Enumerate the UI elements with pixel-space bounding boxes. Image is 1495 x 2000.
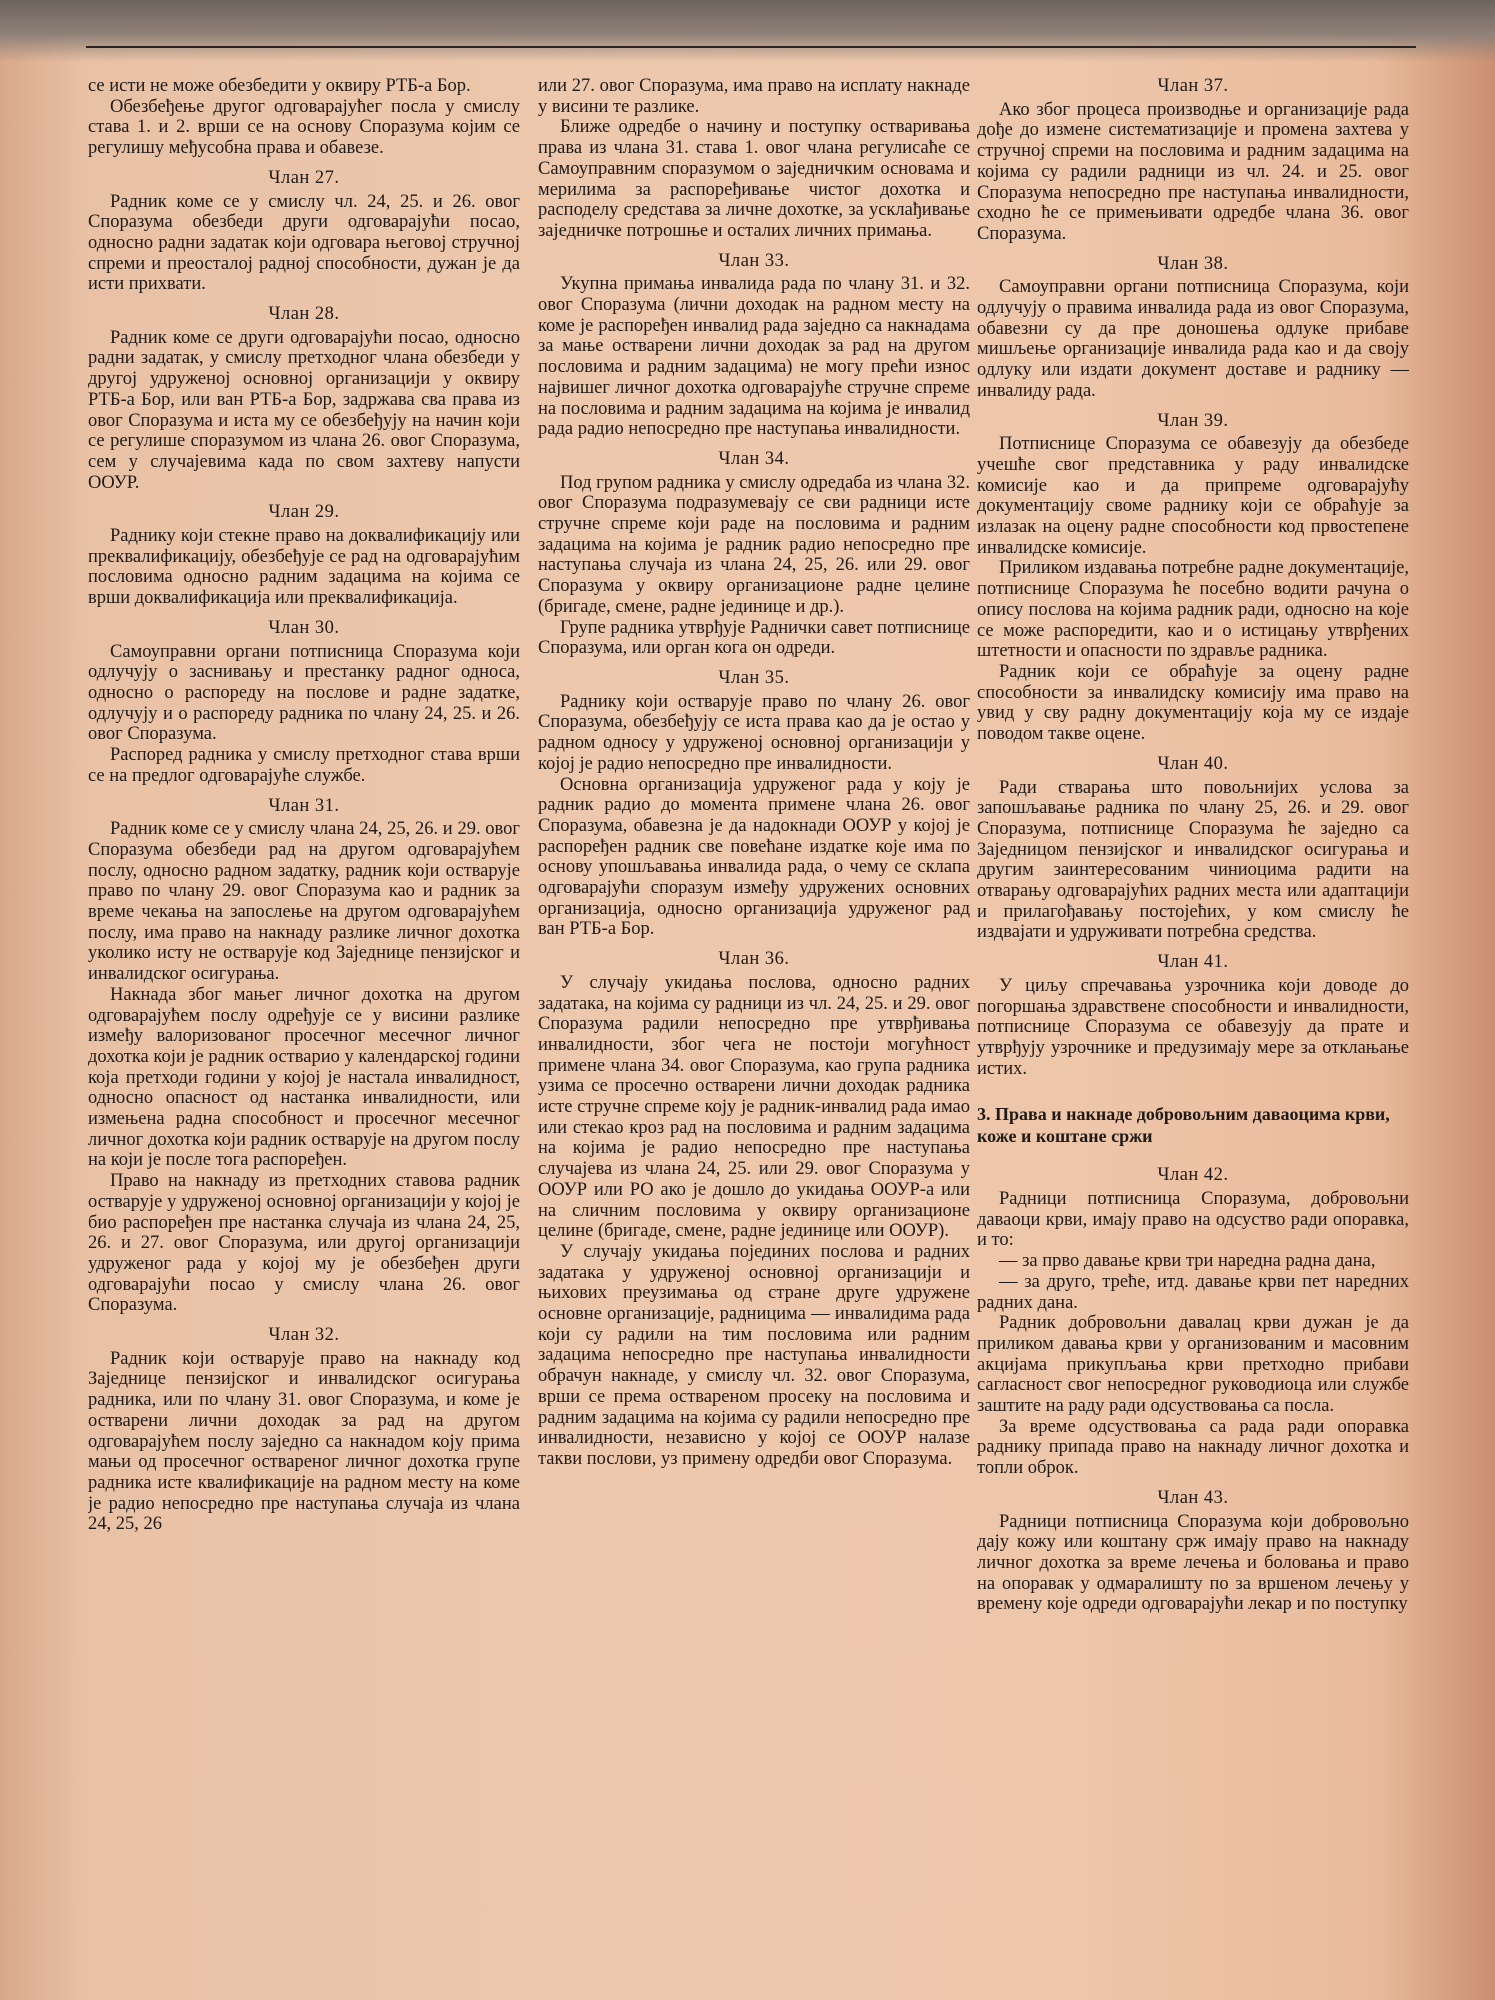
- paragraph: У случају укидања послова, односно радних задатака, на којима су радници из чл. 24, 25. и 29. овог Споразума радили непосредно пре утврђивања инвалидности, због чега не постоји могућност примене члана 34. овог Споразума, као група радника узима се просечно остварени лични доходак радника исте стручне спреме коју је радник-инвалид рада имао или стекао кроз рад на пословима и радним задацима на којима је радио непосредно пре наступања случајева из члана 24, 25. или 29. овог Споразума у ООУР или РО ако је дошло до укидања ООУР-а или на сличним пословима у оквиру организационе целине (бригаде, смене, радне јединице или ООУР).: [538, 972, 970, 1242]
- article-heading: Члан 39.: [1157, 410, 1229, 431]
- paragraph: Радник коме се други одговарајући посао, односно радни задатак, у смислу претходног члана обезбеди у другој удруженој основној организацији у оквиру РТБ-а Бор, или ван РТБ-а Бор, задржава сва права из овог Споразума и иста му се обезбеђују на начин који се регулише споразумом из члана 26. овог Споразума, сем у случајевима када по свом захтеву напусти ООУР.: [88, 327, 520, 493]
- text-column-1: [88, 76, 520, 1916]
- paragraph: се исти не може обезбедити у оквиру РТБ-а Бор.: [88, 76, 471, 96]
- paragraph: или 27. овог Споразума, има право на исплату накнаде у висини те разлике.: [538, 76, 970, 117]
- article-heading: Члан 42.: [1157, 1165, 1229, 1186]
- section-heading: 3. Права и накнаде добровољним даваоцима крви, коже и коштане сржи: [977, 1104, 1390, 1147]
- paragraph: Обезбеђење другог одговарајућег посла у смислу става 1. и 2. врши се на основу Споразума којим се регулишу међусобна права и обавезе.: [88, 96, 520, 159]
- article-heading: Члан 38.: [1157, 253, 1229, 274]
- paragraph: Под групом радника у смислу одредаба из члана 32. овог Споразума подразумевају се сви радници исте стручне спреме који раде на пословима и радним задацима на којима је радник радио непосредно пре наступања случаја из члана 24, 25, 26. или 29. овог Споразума у оквиру организационе радне целине (бригаде, смене, радне јединице и др.).: [538, 472, 970, 617]
- article-heading: Члан 28.: [268, 304, 340, 325]
- article-heading: Члан 27.: [268, 167, 340, 188]
- article-heading: Члан 30.: [268, 617, 340, 638]
- paragraph: Приликом издавања потребне радне документације, потписнице Споразума ће посебно водити рачуна о опису послова на којима радник ради, односно на које се може распоредити, као и о истицању утврђених штетности и опасности по здравље радника.: [977, 558, 1409, 662]
- paragraph: Радник коме се у смислу чл. 24, 25. и 26. овог Споразума обезбеди други одговарајући посао, односно радни задатак који одговара његовој стручној спреми и преосталој радној способности, дужан је да исти прихвати.: [88, 191, 520, 295]
- paragraph: Групе радника утврђује Раднички савет потписнице Споразума, или орган кога он одреди.: [538, 617, 970, 659]
- paragraph: Ради стварања што повољнијих услова за запошљавање радника по члану 25, 26. и 29. овог Споразума, потписнице Споразума ће заједно са Заједницом пензијског и инвалидског осигурања и другим заинтересованим чиниоцима радити на отварању одговарајућих радних места или адаптацији и прилагођавању постојећих, у ком смислу ће издвајати и удруживати потребна средства.: [977, 777, 1409, 943]
- paragraph: Самоуправни органи потписница Споразума, који одлучују о правима инвалида рада из овог Споразума, обавезни су да пре доношења одлуке прибаве мишљење организације инвалида рада као и да своју одлуку или издати документ доставе и раднику — инвалиду рада.: [977, 277, 1409, 401]
- paragraph: Укупна примања инвалида рада по члану 31. и 32. овог Споразума (лични доходак на радном месту на коме је распоређен инвалид рада заједно са накнадама за мање остварени лични доходак за рад на другом пословима и радним задацима) не могу прећи износ највишег личног дохотка одговарајуће стручне спреме на пословима и радним задацима на којима је инвалид рада радио непосредно пре наступања инвалидности.: [538, 274, 970, 440]
- paragraph: Раднику који стекне право на доквалификацију или преквалификацију, обезбеђује се рад на одговарајућим пословима односно радним задацима на којима се врши доквалификација или преквалификација.: [88, 526, 520, 609]
- paragraph: Самоуправни органи потписница Споразума који одлучују о заснивању и престанку радног односа, односно о распореду на послове и радне задатке, одлучују и о распореду радника по члану 24, 25. и 26. овог Споразума.: [88, 641, 520, 745]
- paragraph: Распоред радника у смислу претходног става врши се на предлог одговарајуће службе.: [88, 745, 520, 786]
- article-heading: Члан 36.: [718, 949, 790, 970]
- paragraph: Радник који остварује право на накнаду код Заједнице пензијског и инвалидског осигурања радника, или по члану 31. овог Споразума, и коме је остварени лични доходак за рад на другом одговарајућем послу заједно са накнадом коју прима мањи од просечног оствареног личног дохотка групе радника исте квалификације на радном месту на коме је радио непосредно пре наступања случаја из члана 24, 25, 26: [88, 1348, 520, 1535]
- article-heading: Члан 32.: [268, 1325, 340, 1346]
- article-heading: Члан 37.: [1157, 76, 1229, 96]
- article-heading: Члан 41.: [1157, 952, 1229, 973]
- paragraph: Радници потписница Споразума, добровољни даваоци крви, имају право на одсуство ради опоравка, и то:: [977, 1189, 1409, 1251]
- paragraph: — за прво давање крви три наредна радна дана,: [999, 1251, 1376, 1272]
- paragraph: — за друго, треће, итд. давање крви пет наредних радних дана.: [977, 1271, 1409, 1313]
- paragraph: Потписнице Споразума се обавезују да обезбеде учешће свог представника у раду инвалидске комисије као и да припреме одговарајућу документацију своме раднику који се обраћује за излазак на оцену радне способности код првостепене инвалидске комисије.: [977, 434, 1409, 558]
- paragraph: Ближе одредбе о начину и поступку остваривања права из члана 31. става 1. овог члана регулисаће се Самоуправним споразумом о заједничким основама и мерилима за распоређивање чистог дохотка и расподелу средстава за личне дохотке, за усклађивање заједничке потрошње и осталих личних примања.: [538, 117, 970, 241]
- paragraph: У циљу спречавања узрочника који доводе до погоршања здравствене способности и инвалидности, потписнице Споразума се обавезују да прате и утврђују узрочнике и предузимају мере за отклањање истих.: [977, 975, 1409, 1079]
- article-heading: Члан 35.: [718, 667, 790, 688]
- paragraph: Радници потписница Споразума који добровољно дају кожу или коштану срж имају право на накнаду личног дохотка за време лечења и боловања и право на опоравак у одмаралишту по за вршеном лечењу у времену које одреди одговарајући лекар и по поступку: [977, 1511, 1409, 1615]
- paragraph: Основна организација удруженог рада у коју је радник радио до момента примене члана 26. овог Споразума, обавезна је да надокнади ООУР у којој је распоређен радник све повећане издатке које има по основу упошљавања инвалида рада, о чему се склапа одговарајући споразум између удружених основних организација, односно организација удруженог рад ван РТБ-а Бор.: [538, 774, 970, 940]
- paragraph: Ако због процеса производње и организације рада дође до измене систематизације и промена захтева у стручној спреми на пословима и радним задацима на којима су радили радници из чл. 24. и 25. овог Споразума непосредно пре наступања инвалидности, сходно ће се примењивати одредбе члана 36. овог Споразума.: [977, 99, 1409, 244]
- article-heading: Члан 33.: [718, 250, 790, 271]
- page-top-shadow: [0, 0, 1495, 62]
- text-column-3: [977, 76, 1409, 1916]
- header-rule: [86, 46, 1416, 48]
- paragraph: Радник који се обраћује за оцену радне способности за инвалидску комисију има право на увид у сву радну документацију која му се издаје поводом такве оцене.: [977, 661, 1409, 745]
- paragraph: Радник добровољни давалац крви дужан је да приликом давања крви у организованим и масовним акцијама прикупљања крви претходно прибави сагласност свог непосредног руководиоца или службе заштите на раду ради одсуствовања са посла.: [977, 1313, 1409, 1417]
- paragraph: За време одсуствовања са рада ради опоравка раднику припада право на накнаду личног дохотка и топли оброк.: [977, 1416, 1409, 1479]
- article-heading: Члан 40.: [1157, 753, 1229, 774]
- article-heading: Члан 29.: [268, 502, 340, 523]
- article-heading: Члан 43.: [1157, 1487, 1229, 1508]
- text-column-2: [538, 76, 970, 1916]
- paragraph: Право на накнаду из претходних ставова радник остварује у удруженој основној организацији у којој је био распоређен пре настанка случаја из члана 24, 25, 26. и 27. овог Споразума, или другој организацији удруженог рада у којој му је обезбеђен други одговарајући посао у смислу члана 26. овог Споразума.: [88, 1171, 520, 1316]
- article-heading: Члан 34.: [718, 448, 790, 469]
- paragraph: Раднику који остварује право по члану 26. овог Споразума, обезбеђују се иста права као да је остао у радном односу у удруженој основној организацији у којој је радио непосредно пре инвалидности.: [538, 691, 970, 774]
- paragraph: Накнада због мањег личног дохотка на другом одговарајућем послу одређује се у висини разлике између валоризованог просечног месечног личног дохотка који је радник остварио у календарској години која претходи години у којој је настала инвалидност, односно опасност од настанка инвалидности, или измењена радна способност и просечног месечног личног дохотка који радник остварује на другом послу на који је после тога распоређен.: [88, 984, 520, 1171]
- article-heading: Члан 31.: [268, 795, 340, 816]
- paragraph: Радник коме се у смислу члана 24, 25, 26. и 29. овог Споразума обезбеди рад на другом одговарајућем послу, односно радном задатку, радник који остварује право по члану 29. овог Споразума као и радник за време чекања на запослење на другом одговарајућем послу, има право на накнаду разлике личног дохотка уколико исту не остварује код Заједнице пензијског и инвалидског осигурања.: [88, 819, 520, 985]
- paragraph: У случају укидања појединих послова и радних задатака у удруженој основној организацији и њихових преузимања од стране друге удружене основне организације, радницима — инвалидима рада који су радили на тим пословима или радним задацима непосредно пре наступања инвалидности обрачун накнаде, у смислу чл. 32. овог Споразума, врши се према оствареном просеку на пословима и радним задацима на којима су радили непосредно пре инвалидности, независно у којој се ООУР налазе такви послови, уз примену одредби овог Споразума.: [538, 1241, 970, 1469]
